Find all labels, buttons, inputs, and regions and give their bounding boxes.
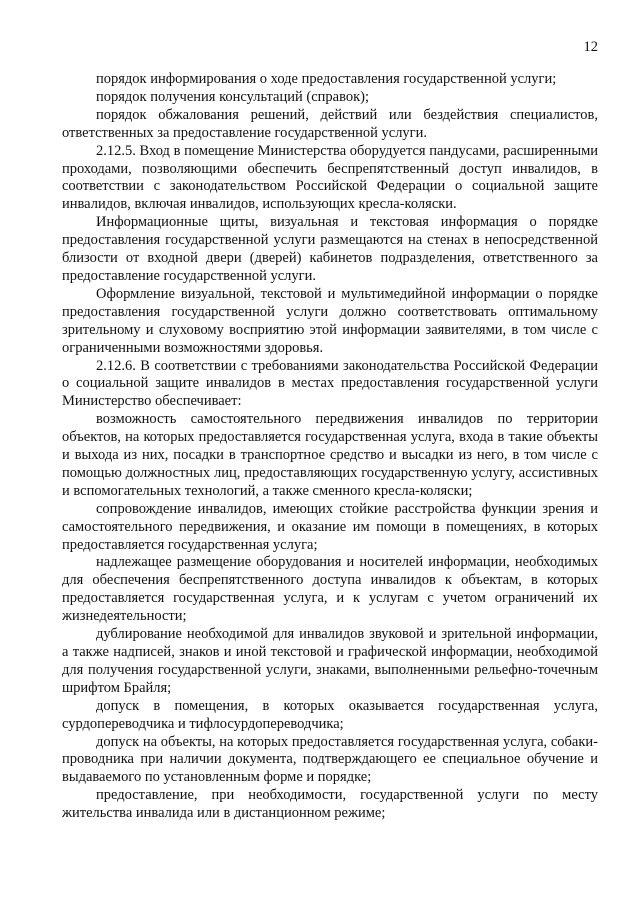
paragraph-duplication: дублирование необходимой для инвалидов звуковой и зрительной информации, а также надписей, знаков и иной текстовой и графической информации, необходимой для получения государственной услуги, знаками, выполненными рельефно-точечным шрифтом Брайля; xyxy=(62,626,598,696)
paragraph-info-design: Оформление визуальной, текстовой и мультимедийной информации о порядке предоставления государственной услуги должно соответствовать оптимальному зрительному и слуховому восприятию этой информации заявителями, в том числе с ограниченными возможностями здоровья. xyxy=(62,285,598,356)
page-number: 12 xyxy=(583,39,598,55)
paragraph-remote-service: предоставление, при необходимости, государственной услуги по месту жительства инвалида или в дистанционном режиме; xyxy=(62,787,598,822)
paragraph-equipment: надлежащее размещение оборудования и носителей информации, необходимых для обеспечения беспрепятственного доступа инвалидов к объектам, в которых предоставляется государственная услуга, и к услугам с учетом ограничений их жизнедеятельности; xyxy=(62,554,598,625)
paragraph-guide-dog: допуск на объекты, на которых предоставляется государственная услуга, собаки-проводника при наличии документа, подтверждающего ее специальное обучение и выдаваемого по установленным форме и порядке; xyxy=(62,733,598,786)
paragraph-appeal-order: порядок обжалования решений, действий или бездействия специалистов, ответственных за предоставление государственной услуги. xyxy=(62,106,598,141)
paragraph-consultation-order: порядок получения консультаций (справок); xyxy=(96,88,370,105)
paragraph-escort: сопровождение инвалидов, имеющих стойкие расстройства функции зрения и самостоятельного передвижения, и оказание им помощи в помещениях, в которых предоставляется государственная услуга; xyxy=(62,500,598,553)
paragraph-interpreter-access: допуск в помещения, в которых оказывается государственная услуга, сурдопереводчика и тифлосурдопереводчика; xyxy=(62,697,598,732)
paragraph-2-12-6: 2.12.6. В соответствии с требованиями законодательства Российской Федерации о социальной защите инвалидов в местах предоставления государственной услуги Министерство обеспечивает: xyxy=(62,357,598,410)
paragraph-info-boards: Информационные щиты, визуальная и текстовая информация о порядке предоставления государственной услуги размещаются на стенах в непосредственной близости от входной двери (дверей) кабинетов подразделения, ответственного за предоставление государственной услуги. xyxy=(62,214,598,284)
paragraph-info-order: порядок информирования о ходе предоставления государственной услуги; xyxy=(96,71,557,87)
paragraph-2-12-5: 2.12.5. Вход в помещение Министерства оборудуется пандусами, расширенными проходами, позволяющими обеспечить беспрепятственный доступ инвалидов, в соответствии с законодательством Российской Федерации о социальной защите инвалидов, включая инвалидов, использующих кресла-коляски. xyxy=(62,142,598,213)
document-body xyxy=(62,71,598,823)
paragraph-mobility: возможность самостоятельного передвижения инвалидов по территории объектов, на которых предоставляется государственная услуга, входа в такие объекты и выхода из них, посадки в транспортное средство и высадки из него, в том числе с помощью должностных лиц, предоставляющих государственную услугу, ассистивных и вспомогательных технологий, а также сменного кресла-коляски; xyxy=(62,411,598,499)
